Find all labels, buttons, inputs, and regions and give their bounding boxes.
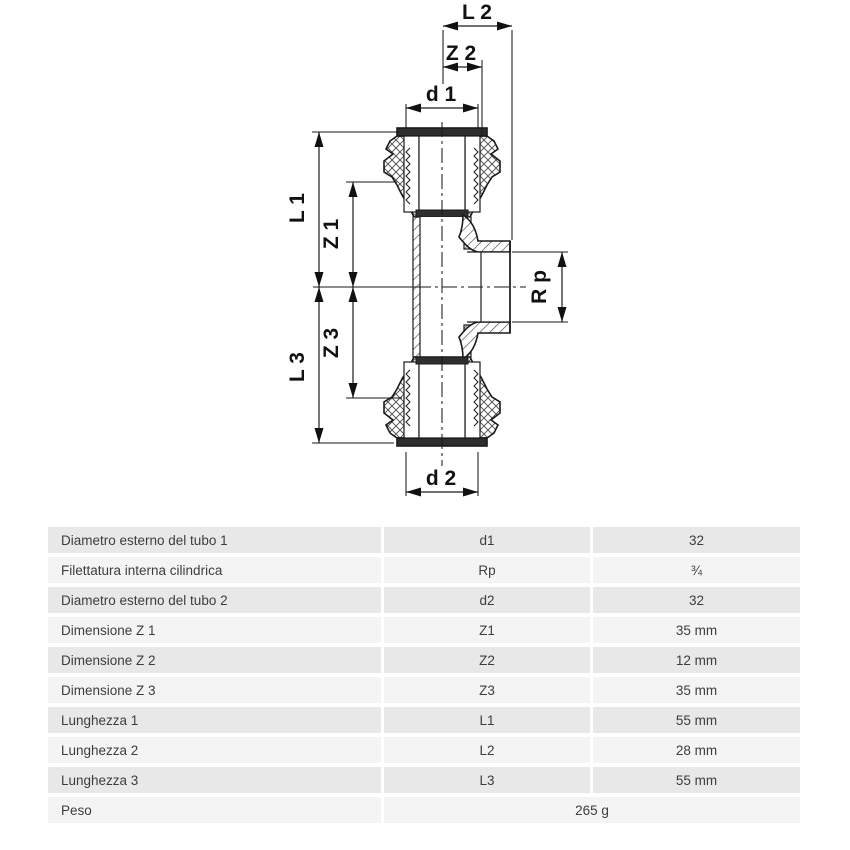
spec-label: Dimensione Z 2	[48, 647, 381, 673]
table-row-weight	[48, 797, 800, 823]
label-z3: Z 3	[320, 327, 343, 359]
table-row	[48, 707, 800, 733]
label-d2: d 2	[425, 467, 457, 490]
spec-value: 55 mm	[593, 707, 800, 733]
spec-label: Peso	[48, 797, 381, 823]
spec-symbol: L1	[384, 707, 590, 733]
table-row	[48, 767, 800, 793]
spec-label: Diametro esterno del tubo 2	[48, 587, 381, 613]
table-row	[48, 737, 800, 763]
spec-label: Lunghezza 1	[48, 707, 381, 733]
spec-label: Diametro esterno del tubo 1	[48, 527, 381, 553]
table-row	[48, 677, 800, 703]
table-row	[48, 617, 800, 643]
label-d1: d 1	[425, 83, 457, 106]
spec-symbol: L2	[384, 737, 590, 763]
table-row	[48, 527, 800, 553]
spec-value: 265 g	[384, 797, 800, 823]
spec-symbol: Rp	[384, 557, 590, 583]
spec-value: 32	[593, 587, 800, 613]
spec-label: Filettatura interna cilindrica	[48, 557, 381, 583]
spec-table	[48, 527, 800, 827]
table-row	[48, 647, 800, 673]
spec-symbol: Z3	[384, 677, 590, 703]
spec-symbol: d2	[384, 587, 590, 613]
spec-label: Lunghezza 2	[48, 737, 381, 763]
spec-value: 35 mm	[593, 677, 800, 703]
spec-value: 35 mm	[593, 617, 800, 643]
spec-value: 55 mm	[593, 767, 800, 793]
label-rp: R p	[528, 270, 551, 304]
label-l3: L 3	[286, 352, 309, 382]
spec-symbol: d1	[384, 527, 590, 553]
label-z2: Z 2	[445, 42, 477, 65]
table-row	[48, 587, 800, 613]
label-l1: L 1	[286, 193, 309, 223]
label-l2: L 2	[462, 1, 492, 24]
spec-symbol: L3	[384, 767, 590, 793]
spec-label: Dimensione Z 1	[48, 617, 381, 643]
table-row	[48, 557, 800, 583]
spec-symbol: Z1	[384, 617, 590, 643]
spec-label: Dimensione Z 3	[48, 677, 381, 703]
spec-label: Lunghezza 3	[48, 767, 381, 793]
spec-value: 28 mm	[593, 737, 800, 763]
spec-value: ¾	[593, 557, 800, 583]
spec-value: 12 mm	[593, 647, 800, 673]
spec-symbol: Z2	[384, 647, 590, 673]
label-z1: Z 1	[320, 218, 343, 250]
spec-value: 32	[593, 527, 800, 553]
